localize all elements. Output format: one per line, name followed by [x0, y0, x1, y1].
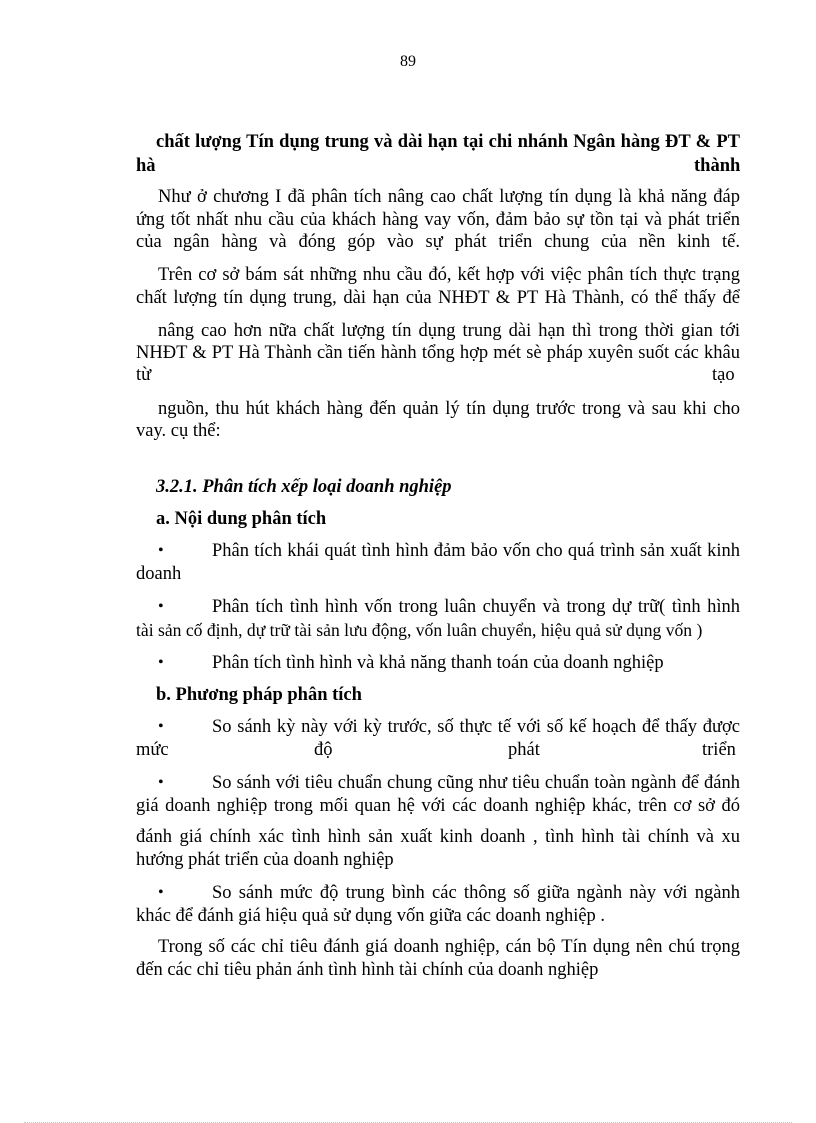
bullet-text: doanh	[136, 564, 182, 584]
bullet-icon: •	[158, 774, 164, 791]
paragraph-word-right: tạo	[712, 365, 735, 385]
paragraph-line: đến các chỉ tiêu phản ánh tình hình tài chính của doanh nghiệp	[136, 960, 599, 980]
heading-line-1: chất lượng Tín dụng trung và dài hạn tại chi nhánh Ngân hàng ĐT & PT	[156, 132, 740, 152]
bullet-text: hướng phát triển của doanh nghiệp	[136, 850, 394, 870]
bullet-text: Phân tích tình hình và khả năng thanh toán của doanh nghiệp	[212, 653, 664, 673]
paragraph-line: Như ở chương I đã phân tích nâng cao chất lượng tín dụng là khả năng đáp	[158, 187, 740, 207]
bullet-word: độ	[314, 740, 333, 760]
bullet-word: triển	[702, 740, 736, 760]
bullet-text: giá doanh nghiệp trong mối quan hệ với các doanh nghiệp khác, trên cơ sở đó	[136, 796, 740, 816]
bullet-text: So sánh kỳ này với kỳ trước, số thực tế với số kế hoạch để thấy được	[212, 717, 740, 737]
bullet-text: So sánh mức độ trung bình các thông số giữa ngành này với ngành	[212, 883, 740, 903]
bullet-icon: •	[158, 654, 164, 671]
bullet-text: khác để đánh giá hiệu quả sử dụng vốn giữa các doanh nghiệp .	[136, 906, 606, 926]
paragraph-word-left: từ	[136, 365, 152, 385]
paragraph-line: nâng cao hơn nữa chất lượng tín dụng trung dài hạn thì trong thời gian tới	[158, 321, 740, 341]
subheading-a: a. Nội dung phân tích	[156, 509, 327, 529]
bullet-word: phát	[508, 740, 540, 760]
bullet-text: Phân tích tình hình vốn trong luân chuyển và trong dự trữ( tình hình	[212, 597, 740, 617]
section-title: 3.2.1. Phân tích xếp loại doanh nghiệp	[156, 477, 452, 497]
bullet-text: So sánh với tiêu chuẩn chung cũng như tiêu chuẩn toàn ngành để đánh	[212, 773, 740, 793]
paragraph-line: nguồn, thu hút khách hàng đến quản lý tín dụng trước trong và sau khi cho	[158, 399, 740, 419]
bullet-text: đánh giá chính xác tình hình sản xuất kinh doanh , tình hình tài chính và xu	[136, 827, 740, 847]
paragraph-line: NHĐT & PT Hà Thành cần tiến hành tổng hợp mét sè pháp xuyên suốt các khâu	[136, 343, 740, 363]
heading-line-2-right: thành	[694, 156, 741, 176]
paragraph-line: Trong số các chỉ tiêu đánh giá doanh nghiệp, cán bộ Tín dụng nên chú trọng	[158, 937, 740, 957]
bullet-icon: •	[158, 884, 164, 901]
paragraph-line: chất lượng tín dụng trung, dài hạn của NHĐT & PT Hà Thành, có thể thấy để	[136, 288, 740, 308]
bullet-word: mức	[136, 740, 169, 760]
bullet-icon: •	[158, 598, 164, 615]
bullet-text: Phân tích khái quát tình hình đảm bảo vốn cho quá trình sản xuất kinh	[212, 541, 740, 561]
paragraph-line: vay. cụ thể:	[136, 421, 221, 441]
subheading-b: b. Phương pháp phân tích	[156, 685, 362, 705]
heading-line-2-left: hà	[136, 156, 156, 176]
paragraph-line: Trên cơ sở bám sát những nhu cầu đó, kết hợp với việc phân tích thực trạng	[158, 265, 740, 285]
bullet-icon: •	[158, 718, 164, 735]
paragraph-line: ứng tốt nhất nhu cầu của khách hàng vay vốn, đảm bảo sự tồn tại và phát triển	[136, 210, 740, 230]
page-number: 89	[400, 53, 416, 70]
paragraph-line: của ngân hàng và đóng góp vào sự phát triển chung của nền kinh tế.	[136, 232, 740, 252]
bullet-icon: •	[158, 542, 164, 559]
bullet-text: tài sản cố định, dự trữ tài sản lưu động, vốn luân chuyển, hiệu quả sử dụng vốn )	[136, 620, 703, 640]
